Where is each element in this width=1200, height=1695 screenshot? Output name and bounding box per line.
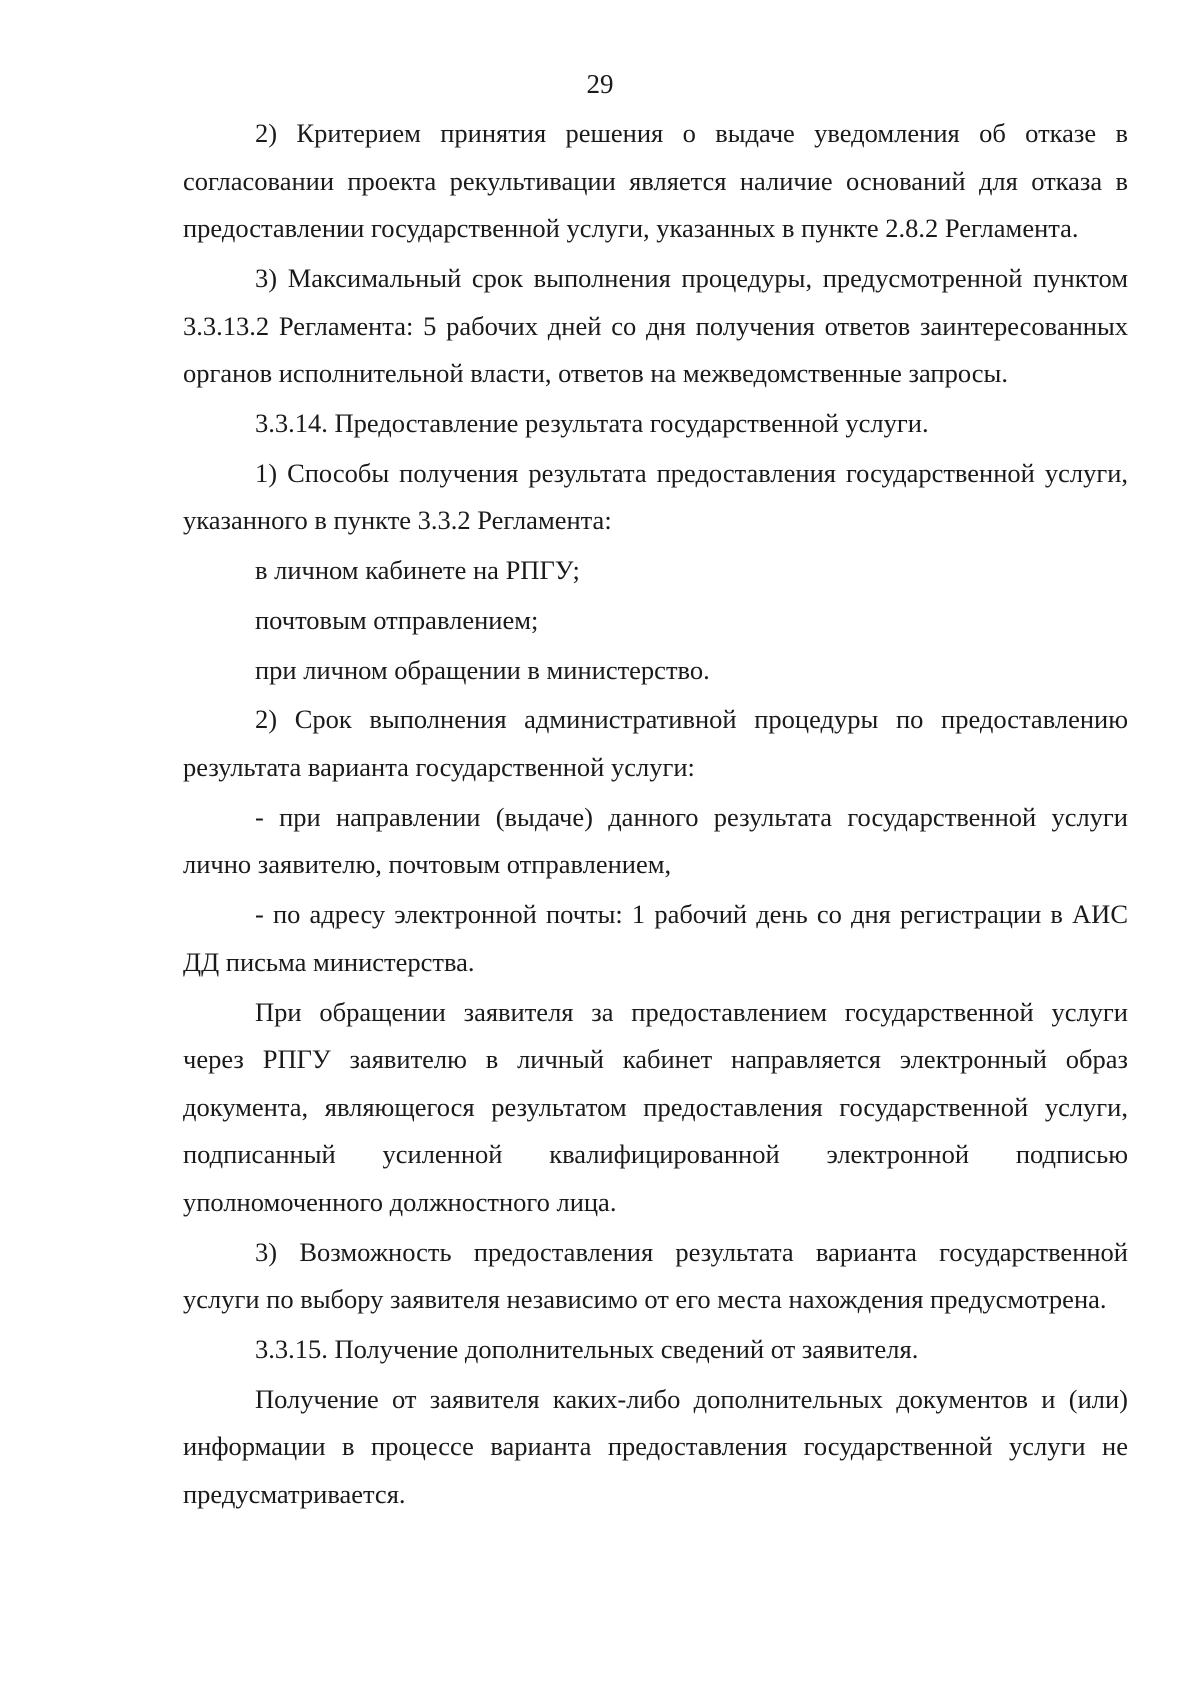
paragraph-procedure-term: 2) Срок выполнения административной процедуры по предоставлению результата варианта государственной услуги: (183, 704, 1128, 783)
list-item-in-person: при личном обращении в министерство. (255, 654, 710, 685)
section-heading-3-3-14: 3.3.14. Предоставление результата государственной услуги. (255, 407, 929, 438)
list-item-email: - по адресу электронной почты: 1 рабочий день со дня регистрации в АИС ДД письма министерства. (183, 899, 1128, 977)
list-item-postal: почтовым отправлением; (255, 604, 539, 635)
paragraph-max-term: 3) Максимальный срок выполнения процедуры, предусмотренной пунктом 3.3.13.2 Регламента: 5 рабочих дней со дня получения ответов заинтересованных органов исполнительной власти, ответов на межведомственные запросы. (183, 262, 1128, 389)
paragraph-choice-possibility: 3) Возможность предоставления результата варианта государственной услуги по выбору заявителя независимо от его места нахождения предусмотрена. (183, 1236, 1128, 1315)
list-item-personal-account: в личном кабинете на РПГУ; (255, 555, 580, 586)
paragraph-methods: 1) Способы получения результата предоставления государственной услуги, указанного в пункте 3.3.2 Регламента: (183, 457, 1128, 536)
paragraph-additional-info: Получение от заявителя каких-либо дополнительных документов и (или) информации в процессе варианта предоставления государственной услуги не предусматривается. (183, 1383, 1128, 1510)
page-number: 29 (586, 69, 614, 99)
list-item-direction-delivery: - при направлении (выдаче) данного результата государственной услуги лично заявителю, почтовым отправлением, (183, 801, 1128, 880)
paragraph-rpgu-electronic: При обращении заявителя за предоставлением государственной услуги через РПГУ заявителю в личный кабинет направляется электронный образ документа, являющегося результатом предоставления государственной услуги, подписанный усиленной квалифицированной электронной подписью уполномоченного должностного лица. (183, 996, 1128, 1217)
section-heading-3-3-15: 3.3.15. Получение дополнительных сведений от заявителя. (255, 1334, 919, 1365)
document-body (183, 110, 1128, 1521)
paragraph-criterion: 2) Критерием принятия решения о выдаче уведомления об отказе в согласовании проекта рекультивации является наличие оснований для отказа в предоставлении государственной услуги, указанных в пункте 2.8.2 Регламента. (183, 118, 1128, 244)
